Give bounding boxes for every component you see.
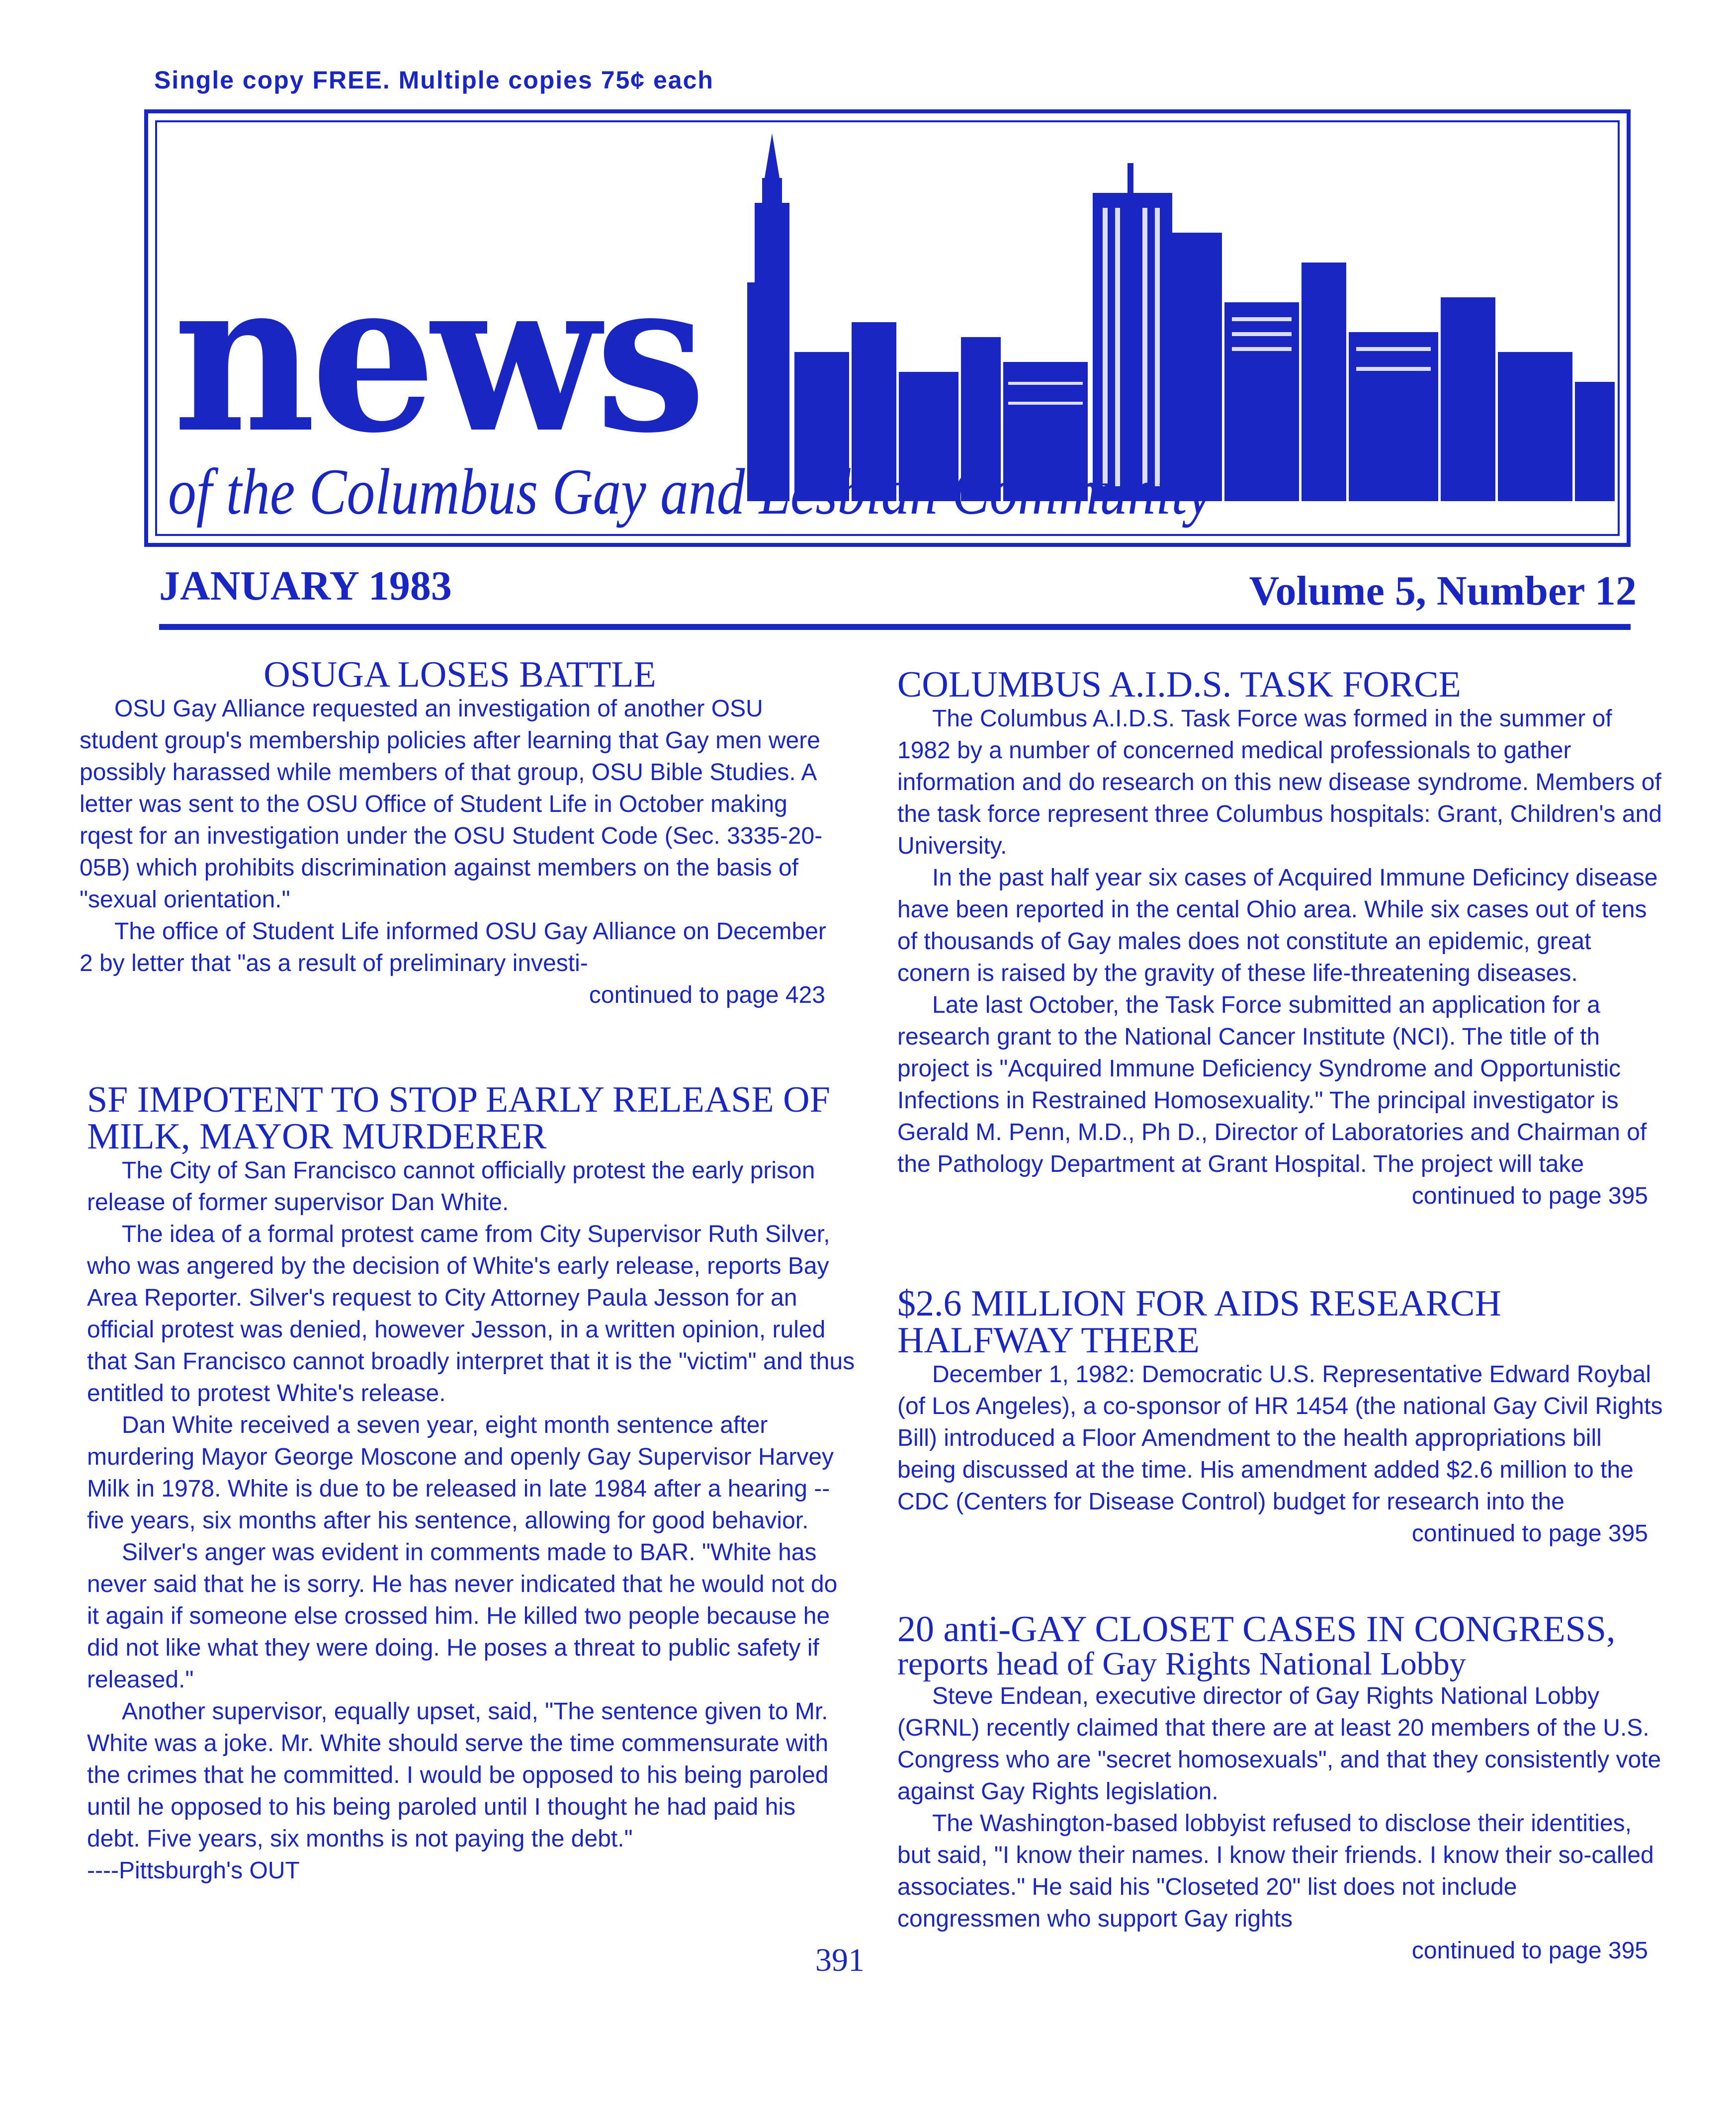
article-source: ----Pittsburgh's OUT xyxy=(87,1857,300,1884)
article-sf-impotent xyxy=(87,1081,855,1887)
article-paragraph: Steve Endean, executive director of Gay Rights National Lobby (GRNL) recently claimed that there are at least 20 members of the U.S. Congress who are "secret homosexuals", and that they consistently vote against Gay Rights legislation. xyxy=(897,1683,1661,1805)
article-paragraph: The office of Student Life informed OSU Gay Alliance on December 2 by letter that "as a result of preliminary investi- xyxy=(80,918,826,976)
article-subheadline: reports head of Gay Rights National Lobby xyxy=(897,1646,1466,1682)
article-aids-task-force xyxy=(897,666,1663,1212)
article-headline: COLUMBUS A.I.D.S. TASK FORCE xyxy=(897,664,1461,705)
continued-note: continued to page 395 xyxy=(1411,1938,1648,1964)
article-paragraph: Silver's anger was evident in comments made to BAR. "White has never said that he is sorry. He has never indicated that he would not do it again if someone else crossed him. He killed two people because he did not like what they were doing. He poses a threat to public safety if released." xyxy=(87,1539,838,1693)
price-note: Single copy FREE. Multiple copies 75¢ each xyxy=(154,66,714,94)
article-paragraph: The idea of a formal protest came from City Supervisor Ruth Silver, who was angered by the decision of White's early release, reports Bay Area Reporter. Silver's request to City Attorney Paula Jesson for an official protest was denied, however Jesson, in a written opinion, ruled that San Francisco cannot broadly interpret that it is the "victim" and thus entitled to protest White's release. xyxy=(87,1221,855,1407)
continued-note: continued to page 395 xyxy=(1411,1183,1648,1209)
article-headline: SF IMPOTENT TO STOP EARLY RELEASE OF MILK, MAYOR MURDERER xyxy=(87,1079,830,1157)
issue-volume: Volume 5, Number 12 xyxy=(1249,568,1637,614)
article-closet-cases xyxy=(897,1611,1663,1967)
article-paragraph: December 1, 1982: Democratic U.S. Representative Edward Roybal (of Los Angeles), a co-sponsor of HR 1454 (the national Gay Civil Rights Bill) introduced a Floor Amendment to the health appropriations bill being discussed at the time. His amendment added $2.6 million to the CDC (Centers for Disease Control) budget for research into the xyxy=(897,1361,1663,1515)
page-number: 391 xyxy=(815,1942,865,1978)
article-aids-research-funding xyxy=(897,1285,1663,1550)
article-paragraph: The City of San Francisco cannot officially protest the early prison release of former supervisor Dan White. xyxy=(87,1157,815,1216)
article-headline: OSUGA LOSES BATTLE xyxy=(263,654,656,695)
header-rule xyxy=(159,624,1631,630)
article-paragraph: OSU Gay Alliance requested an investigation of another OSU student group's membership policies after learning that Gay men were possibly harassed while members of that group, OSU Bible Studies. A letter was sent to the OSU Office of Student Life in October making rqest for an investigation under the OSU Student Code (Sec. 3335-20-05B) which prohibits discrimination against members on the basis of "sexual orientation." xyxy=(80,696,823,913)
article-paragraph: Another supervisor, equally upset, said, "The sentence given to Mr. White was a joke. Mr. White should serve the time commensurate with the crimes that he committed. I would be opposed to his being paroled until he opposed to his being paroled until I thought he had paid his debt. Five years, six months is not paying the debt." xyxy=(87,1698,829,1852)
article-paragraph: The Columbus A.I.D.S. Task Force was formed in the summer of 1982 by a number of concerned medical professionals to gather information and do research on this new disease syndrome. Members of the task force represent three Columbus hospitals: Grant, Children's and University. xyxy=(897,705,1662,859)
article-headline: 20 anti-GAY CLOSET CASES IN CONGRESS, xyxy=(897,1609,1616,1650)
masthead xyxy=(144,109,1631,547)
continued-note: continued to page 423 xyxy=(589,982,825,1008)
article-paragraph: In the past half year six cases of Acquired Immune Deficincy disease have been reported in the cental Ohio area. While six cases out of tens of thousands of Gay males does not constitute an epidemic, great conern is raised by the gravity of these life-threatening diseases. xyxy=(897,865,1658,986)
article-paragraph: The Washington-based lobbyist refused to disclose their identities, but said, "I know their names. I know their friends. I know their so-called associates." He said his "Closeted 20" list does not include congressmen who support Gay rights xyxy=(897,1810,1654,1932)
article-paragraph: Dan White received a seven year, eight month sentence after murdering Mayor George Moscone and openly Gay Supervisor Harvey Milk in 1978. White is due to be released in late 1984 after a hearing -- five years, six months after his sentence, allowing for good behavior. xyxy=(87,1412,834,1534)
masthead-logo-word: news xyxy=(173,234,701,479)
article-headline: $2.6 MILLION FOR AIDS RESEARCH HALFWAY THERE xyxy=(897,1283,1501,1361)
article-paragraph: Late last October, the Task Force submitted an application for a research grant to the National Cancer Institute (NCI). The title of th project is "Acquired Immune Deficiency Syndrome and Opportunistic Infections in Restrained Homosexuality." The principal investigator is Gerald M. Penn, M.D., Ph D., Director of Laboratories and Chairman of the Pathology Department at Grant Hospital. The project will take xyxy=(897,992,1647,1177)
masthead-tagline: of the Columbus Gay and Lesbian Community xyxy=(168,455,1213,528)
continued-note: continued to page 395 xyxy=(1411,1520,1648,1547)
issue-date: JANUARY 1983 xyxy=(159,563,452,609)
article-osuga xyxy=(80,656,840,1011)
